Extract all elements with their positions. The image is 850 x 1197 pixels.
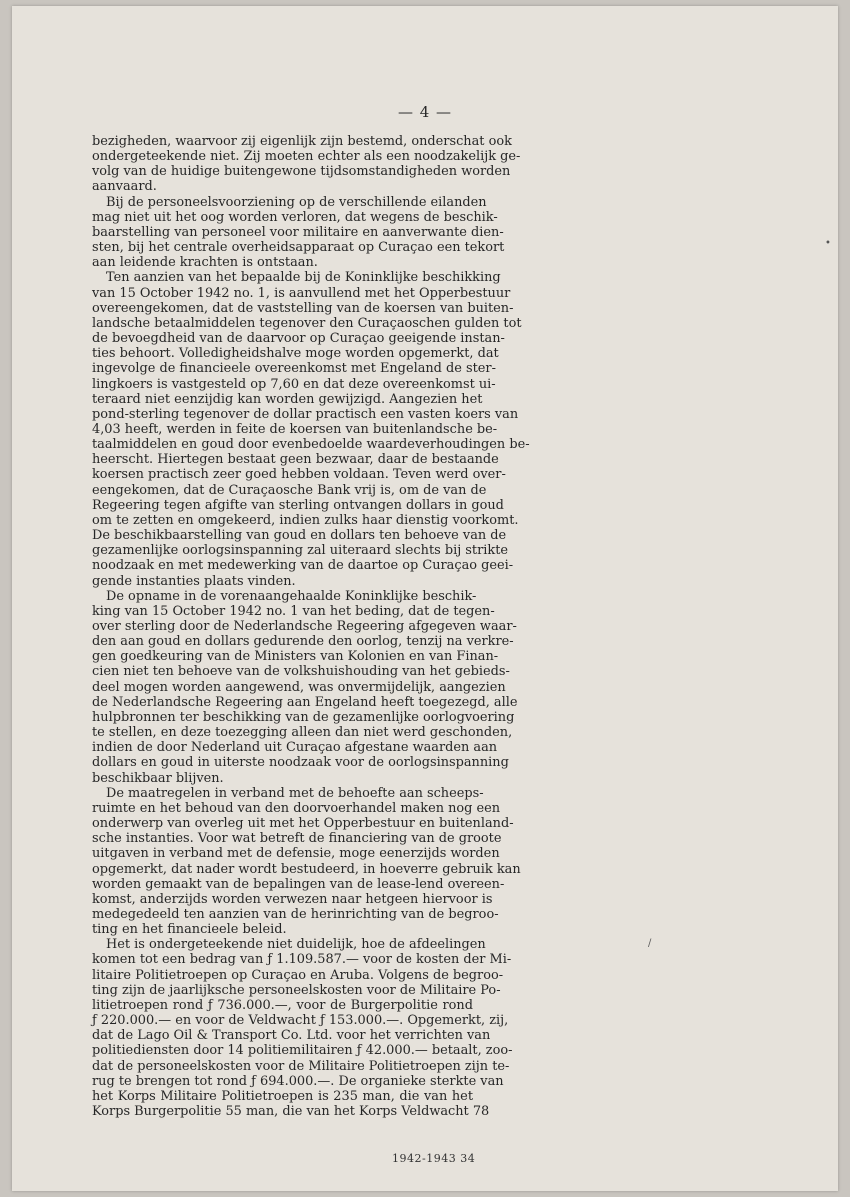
text-line: De opname in de vorenaangehaalde Koninklijke beschik- [106,588,477,604]
text-line: baarstelling van personeel voor militaire en aanverwante dien- [92,224,504,240]
text-line: onderwerp van overleg uit met het Opperbestuur en buitenland- [92,816,514,832]
text-line: dat de personeelskosten voor de Militaire Politietroepen zijn te- [92,1058,510,1074]
text-line: deel mogen worden aangewend, was onvermijdelijk, aangezien [92,679,506,695]
text-line: Regeering tegen afgifte van sterling ontvangen dollars in goud [92,497,504,513]
text-line: komst, anderzijds worden verwezen naar hetgeen hiervoor is [92,891,493,907]
text-line: ting en het financieele beleid. [92,922,287,938]
text-line: komen tot een bedrag van ƒ 1.109.587.— voor de kosten der Mi- [92,952,512,968]
text-line: Ten aanzien van het bepaalde bij de Koninklijke beschikking [106,270,501,286]
text-line: over sterling door de Nederlandsche Regeering afgegeven waar- [92,619,517,634]
text-line: de bevoegdheid van de daarvoor op Curaçao geeigende instan- [92,331,505,347]
document-page [12,6,838,1191]
text-line: Korps Burgerpolitie 55 man, die van het Korps Veldwacht 78 [92,1104,490,1119]
text-line: volg van de huidige buitengewone tijdsomstandigheden worden [92,164,511,180]
text-line: sche instanties. Voor wat betreft de financiering van de groote [92,831,502,847]
paper-speck: • [825,238,831,249]
text-line: overeengekomen, dat de vaststelling van de koersen van buiten- [92,300,514,316]
text-line: Het is ondergeteekende niet duidelijk, hoe de afdeelingen [106,937,486,953]
text-line: om te zetten en omgekeerd, indien zulks haar dienstig voorkomt. [92,512,519,528]
archive-reference: 1942-1943 34 [392,1152,476,1165]
paragraph [92,194,505,271]
text-line: rug te brengen tot rond ƒ 694.000.—. De organieke sterkte van [92,1073,504,1089]
text-line: hulpbronnen ter beschikking van de gezamenlijke oorlogvoering [92,709,515,725]
text-line: sten, bij het centrale overheidsapparaat op Curaçao een tekort [92,240,505,256]
document-body [92,134,530,1119]
text-line: De maatregelen in verband met de behoefte aan scheeps- [106,785,484,801]
text-line: aanvaard. [92,179,157,195]
text-line: 4,03 heeft, werden in feite de koersen van buitenlandsche be- [92,421,498,437]
text-line: litietroepen rond ƒ 736.000.—, voor de Burgerpolitie rond [92,997,473,1013]
text-line: gende instanties plaats vinden. [92,573,296,589]
text-line: lingkoers is vastgesteld op 7,60 en dat deze overeenkomst ui- [92,376,496,392]
text-line: ruimte en het behoud van den doorvoerhandel maken nog een [92,800,501,816]
text-line: ties behoort. Volledigheidshalve moge worden opgemerkt, dat [92,346,499,362]
text-line: indien de door Nederland uit Curaçao afgestane waarden aan [92,740,498,756]
pencil-mark: / [648,938,652,949]
text-line: eengekomen, dat de Curaçaosche Bank vrij is, om de van de [92,482,487,498]
text-line: cien niet ten behoeve van de volkshuishouding van het gebieds- [92,664,510,680]
text-line: het Korps Militaire Politietroepen is 235 man, die van het [92,1088,473,1104]
text-line: politiediensten door 14 politiemilitairen ƒ 42.000.— betaalt, zoo- [92,1043,513,1059]
text-line: bezigheden, waarvoor zij eigenlijk zijn bestemd, onderschat ook [92,134,512,149]
paragraph [92,937,513,1119]
text-line: heerscht. Hiertegen bestaat geen bezwaar, daar de bestaande [92,452,499,468]
text-line: ting zijn de jaarlijksche personeelskosten voor de Militaire Po- [92,982,501,998]
text-line: ingevolge de financieele overeenkomst met Engeland de ster- [92,361,496,377]
text-line: gen goedkeuring van de Ministers van Kolonien en van Finan- [92,649,499,665]
text-line: dollars en goud in uiterste noodzaak voor de oorlogsinspanning [92,755,509,771]
paragraph [92,588,518,786]
text-line: dat de Lago Oil & Transport Co. Ltd. voor het verrichten van [92,1028,491,1044]
paragraph [92,134,521,195]
text-line: taalmiddelen en goud door evenbedoelde waardeverhoudingen be- [92,437,530,453]
text-line: king van 15 October 1942 no. 1 van het beding, dat de tegen- [92,603,495,619]
text-line: teraard niet eenzijdig kan worden gewijzigd. Aangezien het [92,391,483,407]
text-line: uitgaven in verband met de defensie, moge eenerzijds worden [92,846,500,862]
page-number: — 4 — [397,103,453,121]
text-line: beschikbaar blijven. [92,770,224,786]
text-line: van 15 October 1942 no. 1, is aanvullend met het Opperbestuur [92,285,511,301]
paragraph [92,785,521,938]
text-line: koersen practisch zeer goed hebben voldaan. Teven werd over- [92,467,506,483]
text-line: pond-sterling tegenover de dollar practisch een vasten koers van [92,406,519,422]
text-line: worden gemaakt van de bepalingen van de lease-lend overeen- [92,876,505,892]
text-line: ƒ 220.000.— en voor de Veldwacht ƒ 153.000.—. Opgemerkt, zij, [92,1013,509,1029]
text-line: gezamenlijke oorlogsinspanning zal uiteraard slechts bij strikte [92,543,509,559]
text-line: litaire Politietroepen op Curaçao en Aruba. Volgens de begroo- [92,967,504,983]
paragraph [92,270,530,589]
text-line: De beschikbaarstelling van goud en dollars ten behoeve van de [92,528,507,544]
text-line: te stellen, en deze toezegging alleen dan niet werd geschonden, [92,725,513,741]
text-line: medegedeeld ten aanzien van de herinrichting van de begroo- [92,906,499,922]
text-line: ondergeteekende niet. Zij moeten echter als een noodzakelijk ge- [92,149,521,165]
text-line: Bij de personeelsvoorziening op de verschillende eilanden [106,194,487,210]
text-line: aan leidende krachten is ontstaan. [92,255,318,271]
text-line: noodzaak en met medewerking van de daartoe op Curaçao geei- [92,558,514,574]
text-line: landsche betaalmiddelen tegenover den Curaçaoschen gulden tot [92,315,522,331]
text-line: opgemerkt, dat nader wordt bestudeerd, in hoeverre gebruik kan [92,861,521,877]
text-line: den aan goud en dollars gedurende den oorlog, tenzij na verkre- [92,634,514,650]
text-line: de Nederlandsche Regeering aan Engeland heeft toegezegd, alle [92,694,518,710]
text-line: mag niet uit het oog worden verloren, dat wegens de beschik- [92,209,498,225]
